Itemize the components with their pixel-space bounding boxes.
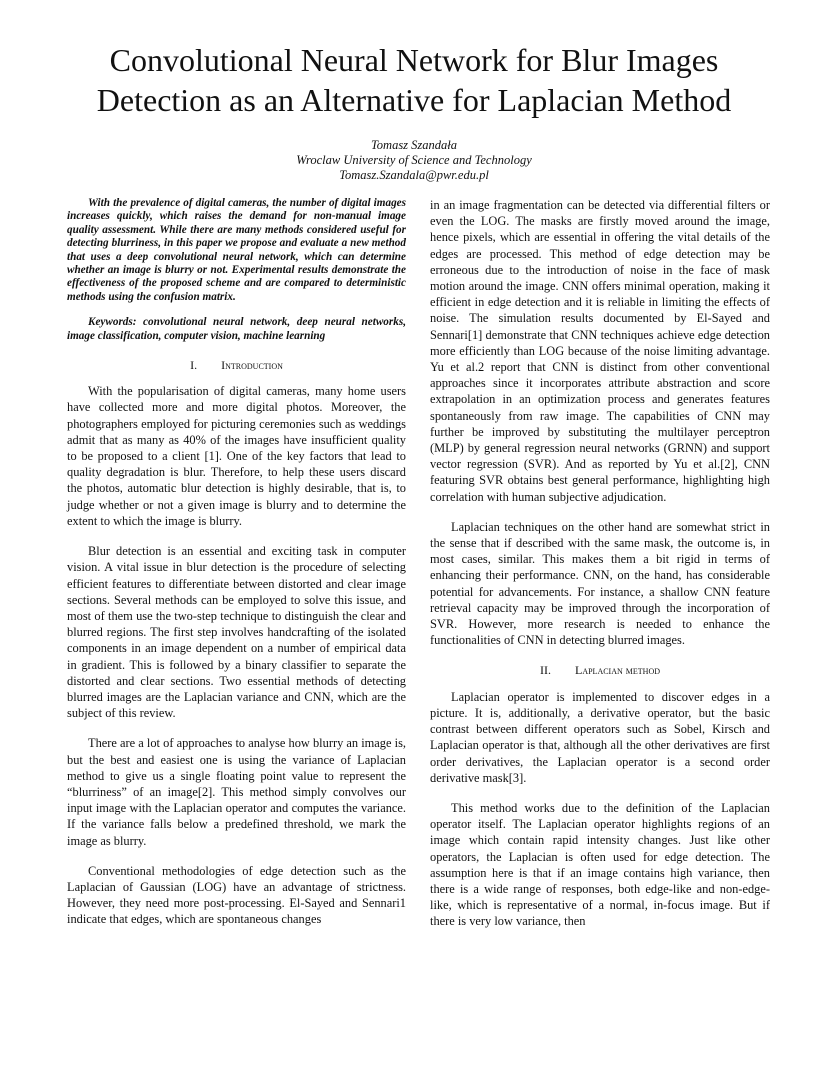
keywords: Keywords: convolutional neural network, deep neural networks, image classification, computer vision, machine learning: [67, 316, 406, 342]
author-affiliation: Wroclaw University of Science and Technology: [296, 153, 532, 167]
paragraph: This method works due to the definition of the Laplacian operator itself. The Laplacian operator highlights regions of an image which contain rapid intensity changes. Just like other operators, the Laplacian is often used for edge detection. The assumption here is that if an image contains high variance, then there is a wide range of responses, both edge-like and non-edge-like, which is representative of a normal, in-focus image. But if there is very low variance, then: [430, 800, 770, 929]
paragraph: in an image fragmentation can be detected via differential filters or even the LOG. The masks are firstly moved around the image, hence pixels, which are essential in offering the vital details of the edges are processed. This method of edge detection may be erroneous due to the introduction of noise in the face of mask motion around the image. CNN offers minimal operation, making it efficient in edge detection and it is reliable in limiting the effects of noise. The simulation results documented by El-Sayed and Sennari[1] demonstrate that CNN techniques achieve edge detection more efficiently than LOG because of the noise limiting advantage. Yu et al.2 report that CNN is distinct from other conventional approaches since it incorporates attribute abstraction and score extrapolation in an optimization process and generates features spontaneously from raw image. The capabilities of CNN may further be improved by substituting the multilayer perceptron (MLP) by general regression neural networks (GRNN) and support vector regression (SVR). And as reported by Yu et al.[2], CNN featuring SVR obtains best general performance, highlighting high correlation with human subjective adjudication.: [430, 198, 770, 504]
title-line-2: Detection as an Alternative for Laplacian Method: [96, 82, 732, 118]
paragraph: Blur detection is an essential and exciting task in computer vision. A vital issue in blur detection is the procedure of selecting efficient features to differentiate between distorted and clear image sections. Several methods can be employed to solve this issue, and most of them use the two-step technique to distinguish the clear and blurred regions. The first step involves handcrafting of the isolated components in an image dependent on a number of empirical data in gradient. This is followed by a binary classifier to separate the distorted and clear sections. Two essential methods of detecting blurred images are the Laplacian variance and CNN, which are the subject of this review.: [67, 544, 406, 721]
paragraph: With the popularisation of digital cameras, many home users have collected more and more digital photos. Moreover, the photographers employed for picturing ceremonies such as weddings admit that as many as 40% of the images have insufficient quality to be proposed to a client [1]. One of the key factors that lead to quality degradation is blur. Therefore, to help these users discard the photos, automatic blur detection is highly desirable, that is, to judge whether or not a given image is blurry and to determine the extent to which the image is blurry.: [67, 384, 406, 528]
left-column: [67, 197, 406, 928]
section-number: II.: [540, 663, 551, 678]
section-title: Introduction: [221, 358, 283, 373]
right-column: [430, 197, 770, 930]
abstract: With the prevalence of digital cameras, the number of digital images increases quickly, which raises the demand for non-manual image quality assessment. While there are many methods considered useful for detecting blurriness, in this paper we propose and evaluate a new method that uses a deep convolutional neural network, which can determine whether an image is blurry or not. Experimental results demonstrate the effectiveness of the proposed scheme and are compared to deterministic methods using the confusion matrix.: [67, 197, 406, 303]
section-number: I.: [190, 358, 198, 373]
paragraph: Laplacian techniques on the other hand are somewhat strict in the sense that if described with the same mask, the outcome is, in most cases, similar. This makes them a bit rigid in terms of enhancing their performance. CNN, on the hand, has considerable potential for advancements. For instance, a shallow CNN feature retrieval capacity may be improved through the incorporation of SVR. However, more research is needed to enhance the functionalities of CNN in detecting blurred images.: [430, 519, 770, 648]
section-heading-introduction: [67, 357, 406, 373]
paragraph: There are a lot of approaches to analyse how blurry an image is, but the best and easiest one is using the variance of Laplacian method to give us a single floating point value to represent the “blurriness” of an image[2]. This method simply convolves our input image with the Laplacian operator and computes the variance. If the variance falls below a predefined threshold, we mark the image as blurry.: [67, 736, 406, 848]
section-heading-laplacian: [430, 662, 770, 678]
author-block: [40, 138, 788, 183]
paragraph: Laplacian operator is implemented to discover edges in a picture. It is, additionally, a derivative operator, but the basic contrast between different operators such as Sobel, Kirsch and Laplacian operator is that, although all the other derivatives are first order derivatives, the Laplacian operator is a second order derivative mask[3].: [430, 689, 770, 785]
title-line-1: Convolutional Neural Network for Blur Images: [109, 42, 719, 78]
paragraph: Conventional methodologies of edge detection such as the Laplacian of Gaussian (LOG) have an advantage of strictness. However, they need more post-processing. El-Sayed and Sennari1 indicate that edges, which are spontaneous changes: [67, 863, 406, 927]
author-email: Tomasz.Szandala@pwr.edu.pl: [339, 168, 489, 182]
paper-title: [40, 40, 788, 120]
section-title: Laplacian method: [575, 663, 660, 678]
author-name: Tomasz Szandała: [370, 138, 458, 152]
